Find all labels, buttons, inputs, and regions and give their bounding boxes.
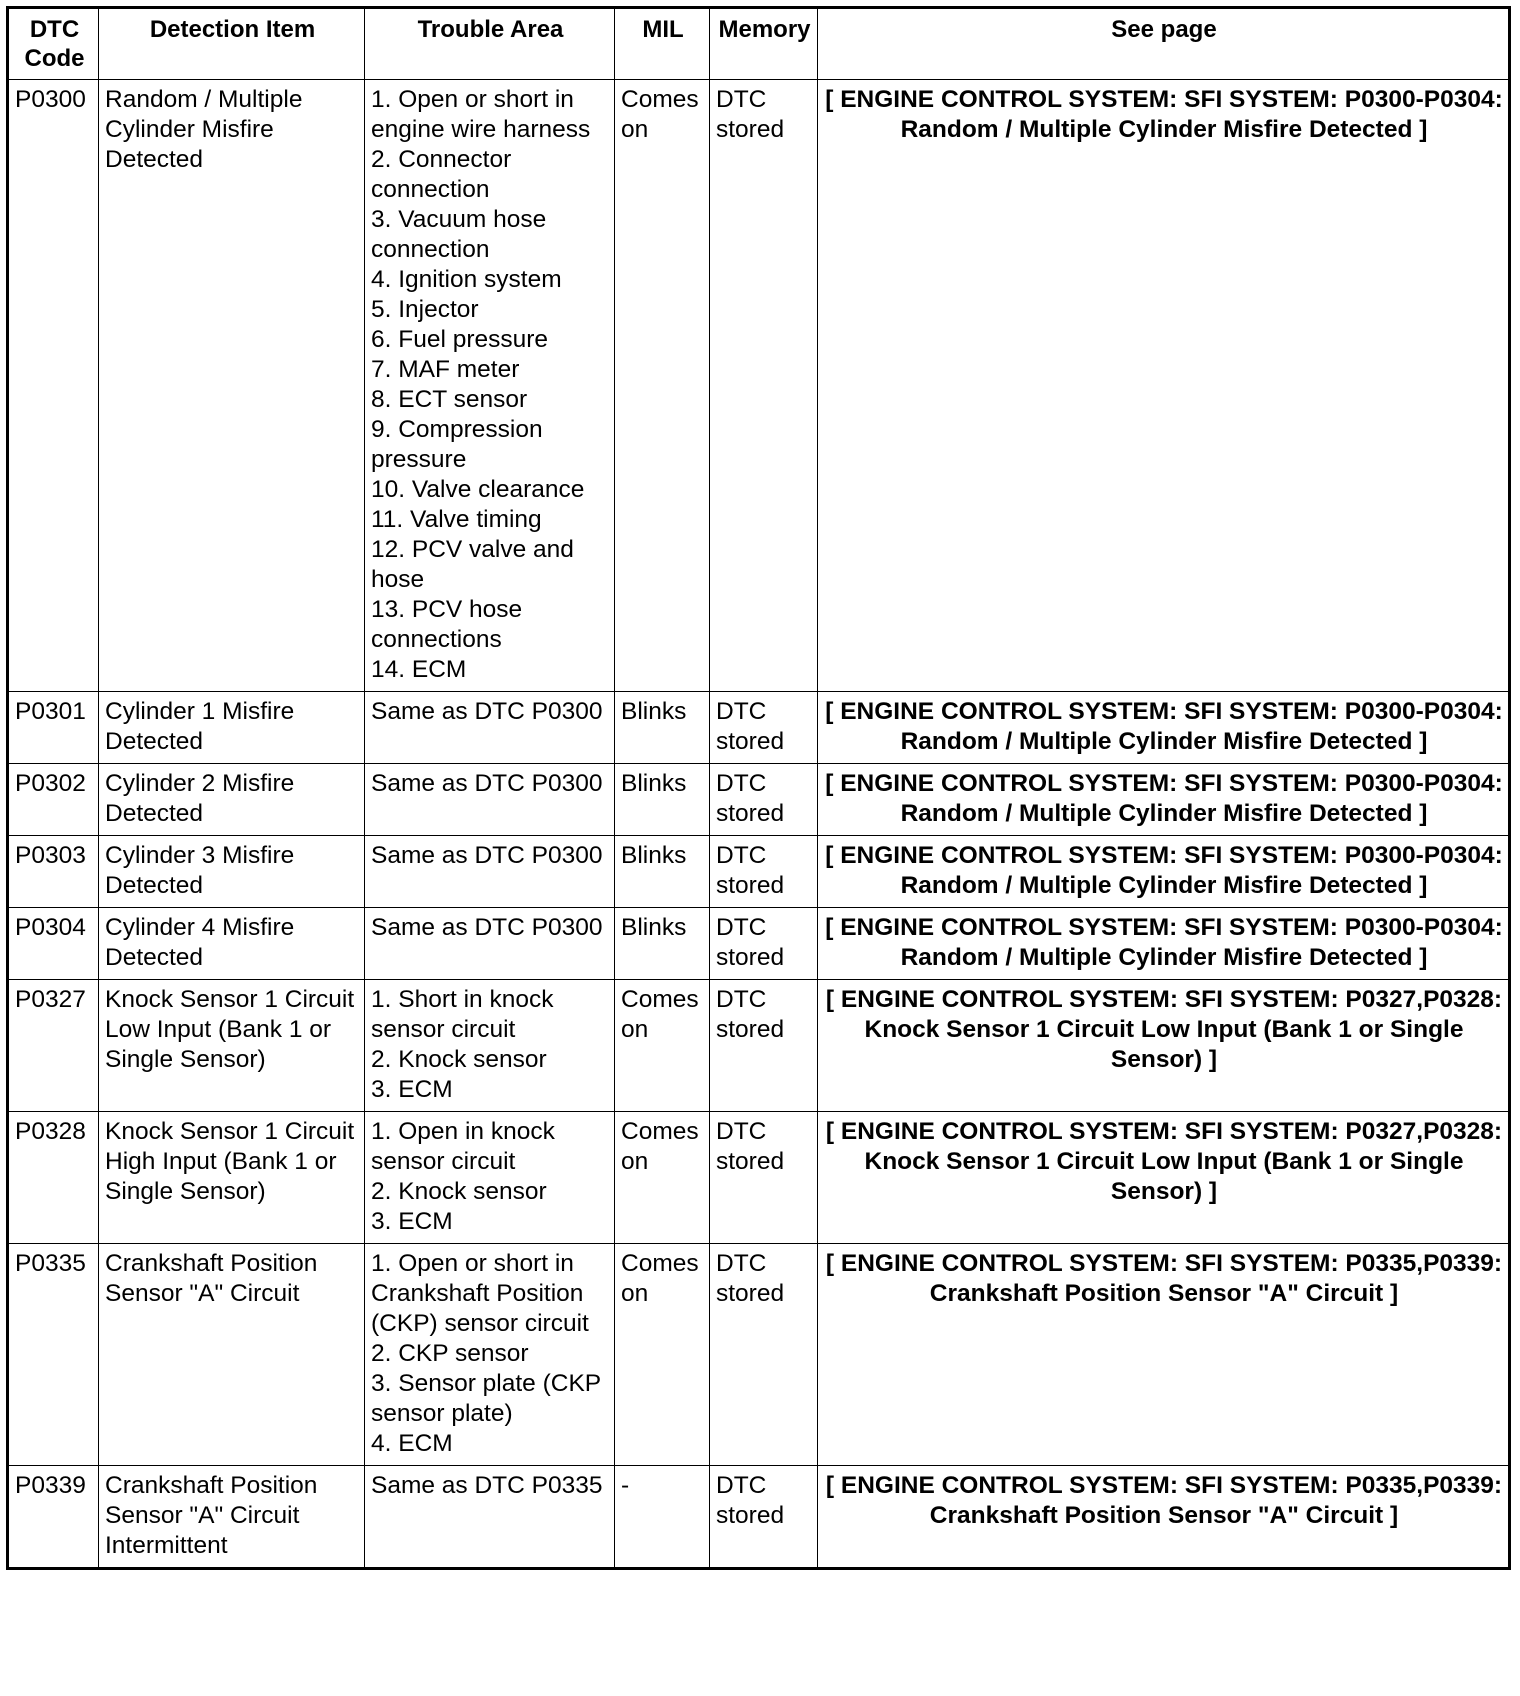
table-row xyxy=(8,1112,1510,1244)
dtc-code-cell: P0303 xyxy=(8,836,99,908)
trouble-area-line: Same as DTC P0300 xyxy=(371,842,603,869)
see-page-cell: [ ENGINE CONTROL SYSTEM: SFI SYSTEM: P0300-P0304: Random / Multiple Cylinder Misfire Detected ] xyxy=(818,764,1510,836)
trouble-area-line: 11. Valve timing xyxy=(371,506,542,533)
dtc-code-cell: P0339 xyxy=(8,1466,99,1569)
trouble-area-line: 3. ECM xyxy=(371,1208,453,1235)
detection-item-cell: Cylinder 1 Misfire Detected xyxy=(99,692,365,764)
see-page-cell: [ ENGINE CONTROL SYSTEM: SFI SYSTEM: P0300-P0304: Random / Multiple Cylinder Misfire Detected ] xyxy=(818,80,1510,692)
mil-cell: Blinks xyxy=(615,692,710,764)
trouble-area-line: 5. Injector xyxy=(371,296,479,323)
memory-cell: DTC stored xyxy=(710,80,818,692)
see-page-cell: [ ENGINE CONTROL SYSTEM: SFI SYSTEM: P0335,P0339: Crankshaft Position Sensor "A" Circuit ] xyxy=(818,1466,1510,1569)
dtc-code-cell: P0302 xyxy=(8,764,99,836)
dtc-code-cell: P0304 xyxy=(8,908,99,980)
dtc-code-cell: P0327 xyxy=(8,980,99,1112)
table-body xyxy=(8,80,1510,1569)
table-row xyxy=(8,1244,1510,1466)
memory-cell: DTC stored xyxy=(710,836,818,908)
detection-item-cell: Cylinder 4 Misfire Detected xyxy=(99,908,365,980)
trouble-area-line: Same as DTC P0300 xyxy=(371,698,603,725)
trouble-area-cell xyxy=(365,908,615,980)
trouble-area-cell xyxy=(365,1244,615,1466)
table-row xyxy=(8,80,1510,692)
trouble-area-cell xyxy=(365,80,615,692)
trouble-area-line: 13. PCV hose connections xyxy=(371,596,523,653)
trouble-area-line: 1. Open in knock sensor circuit xyxy=(371,1118,555,1175)
trouble-area-line: 2. CKP sensor xyxy=(371,1340,529,1367)
detection-item-cell: Knock Sensor 1 Circuit Low Input (Bank 1 or Single Sensor) xyxy=(99,980,365,1112)
dtc-code-cell: P0301 xyxy=(8,692,99,764)
see-page-cell: [ ENGINE CONTROL SYSTEM: SFI SYSTEM: P0300-P0304: Random / Multiple Cylinder Misfire Detected ] xyxy=(818,908,1510,980)
detection-item-cell: Knock Sensor 1 Circuit High Input (Bank 1 or Single Sensor) xyxy=(99,1112,365,1244)
trouble-area-line: 12. PCV valve and hose xyxy=(371,536,574,593)
mil-cell: Blinks xyxy=(615,908,710,980)
trouble-area-line: 3. Vacuum hose connection xyxy=(371,206,547,263)
header-dtc-code: DTC Code xyxy=(8,8,99,80)
detection-item-cell: Crankshaft Position Sensor "A" Circuit Intermittent xyxy=(99,1466,365,1569)
see-page-cell: [ ENGINE CONTROL SYSTEM: SFI SYSTEM: P0327,P0328: Knock Sensor 1 Circuit Low Input (Bank 1 or Single Sensor) ] xyxy=(818,980,1510,1112)
header-mil: MIL xyxy=(615,8,710,80)
detection-item-cell: Random / Multiple Cylinder Misfire Detected xyxy=(99,80,365,692)
table-row xyxy=(8,764,1510,836)
trouble-area-cell xyxy=(365,836,615,908)
mil-cell: - xyxy=(615,1466,710,1569)
trouble-area-line: 1. Open or short in Crankshaft Position (CKP) sensor circuit xyxy=(371,1250,589,1337)
memory-cell: DTC stored xyxy=(710,908,818,980)
trouble-area-cell xyxy=(365,1112,615,1244)
see-page-cell: [ ENGINE CONTROL SYSTEM: SFI SYSTEM: P0300-P0304: Random / Multiple Cylinder Misfire Detected ] xyxy=(818,836,1510,908)
table-header-row xyxy=(8,8,1510,80)
dtc-code-cell: P0300 xyxy=(8,80,99,692)
trouble-area-line: Same as DTC P0335 xyxy=(371,1472,603,1499)
dtc-code-cell: P0335 xyxy=(8,1244,99,1466)
table-row xyxy=(8,908,1510,980)
see-page-cell: [ ENGINE CONTROL SYSTEM: SFI SYSTEM: P0327,P0328: Knock Sensor 1 Circuit Low Input (Bank 1 or Single Sensor) ] xyxy=(818,1112,1510,1244)
memory-cell: DTC stored xyxy=(710,1112,818,1244)
trouble-area-line: 9. Compression pressure xyxy=(371,416,543,473)
trouble-area-line: 2. Knock sensor xyxy=(371,1046,547,1073)
memory-cell: DTC stored xyxy=(710,1244,818,1466)
header-detection-item: Detection Item xyxy=(99,8,365,80)
trouble-area-line: 8. ECT sensor xyxy=(371,386,528,413)
dtc-table xyxy=(6,6,1511,1570)
trouble-area-line: 7. MAF meter xyxy=(371,356,520,383)
trouble-area-line: 1. Open or short in engine wire harness xyxy=(371,86,591,143)
trouble-area-line: 1. Short in knock sensor circuit xyxy=(371,986,554,1043)
trouble-area-line: 4. ECM xyxy=(371,1430,453,1457)
table-row xyxy=(8,980,1510,1112)
mil-cell: Comes on xyxy=(615,980,710,1112)
trouble-area-line: Same as DTC P0300 xyxy=(371,770,603,797)
trouble-area-line: 3. Sensor plate (CKP sensor plate) xyxy=(371,1370,601,1427)
trouble-area-line: 6. Fuel pressure xyxy=(371,326,549,353)
mil-cell: Comes on xyxy=(615,1112,710,1244)
detection-item-cell: Crankshaft Position Sensor "A" Circuit xyxy=(99,1244,365,1466)
header-see-page: See page xyxy=(818,8,1510,80)
memory-cell: DTC stored xyxy=(710,764,818,836)
mil-cell: Blinks xyxy=(615,764,710,836)
header-memory: Memory xyxy=(710,8,818,80)
trouble-area-line: 10. Valve clearance xyxy=(371,476,585,503)
memory-cell: DTC stored xyxy=(710,1466,818,1569)
trouble-area-line: 3. ECM xyxy=(371,1076,453,1103)
trouble-area-line: 14. ECM xyxy=(371,656,467,683)
see-page-cell: [ ENGINE CONTROL SYSTEM: SFI SYSTEM: P0335,P0339: Crankshaft Position Sensor "A" Circuit ] xyxy=(818,1244,1510,1466)
detection-item-cell: Cylinder 2 Misfire Detected xyxy=(99,764,365,836)
detection-item-cell: Cylinder 3 Misfire Detected xyxy=(99,836,365,908)
mil-cell: Comes on xyxy=(615,1244,710,1466)
memory-cell: DTC stored xyxy=(710,692,818,764)
mil-cell: Comes on xyxy=(615,80,710,692)
trouble-area-line: 4. Ignition system xyxy=(371,266,562,293)
trouble-area-cell xyxy=(365,1466,615,1569)
trouble-area-line: 2. Knock sensor xyxy=(371,1178,547,1205)
memory-cell: DTC stored xyxy=(710,980,818,1112)
trouble-area-line: 2. Connector connection xyxy=(371,146,512,203)
mil-cell: Blinks xyxy=(615,836,710,908)
see-page-cell: [ ENGINE CONTROL SYSTEM: SFI SYSTEM: P0300-P0304: Random / Multiple Cylinder Misfire Detected ] xyxy=(818,692,1510,764)
trouble-area-cell xyxy=(365,764,615,836)
table-row xyxy=(8,836,1510,908)
trouble-area-line: Same as DTC P0300 xyxy=(371,914,603,941)
dtc-code-cell: P0328 xyxy=(8,1112,99,1244)
table-row xyxy=(8,1466,1510,1569)
table-row xyxy=(8,692,1510,764)
trouble-area-cell xyxy=(365,980,615,1112)
header-trouble-area: Trouble Area xyxy=(365,8,615,80)
trouble-area-cell xyxy=(365,692,615,764)
